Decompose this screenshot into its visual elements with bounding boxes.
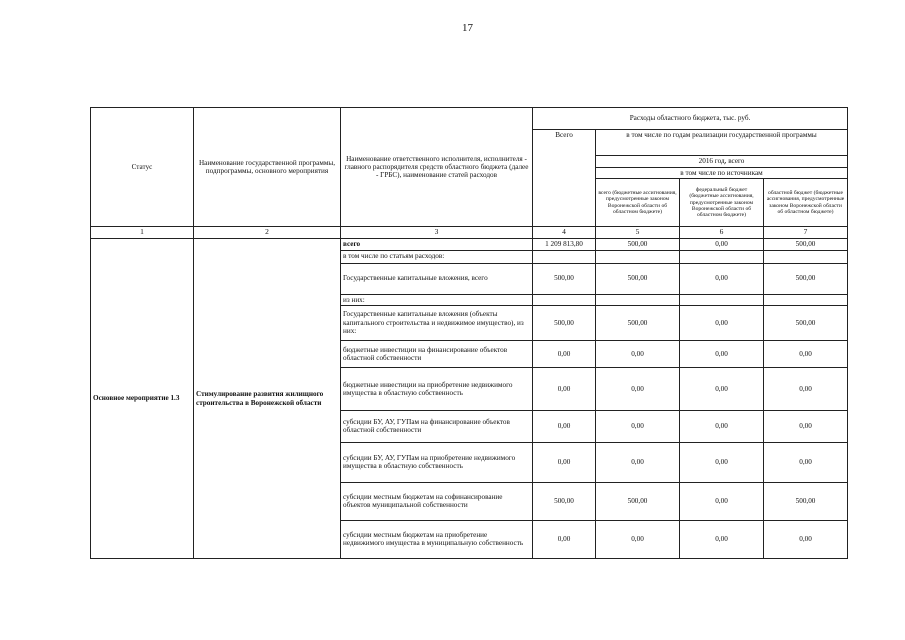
header-total: Всего xyxy=(533,130,596,227)
col-number: 2 xyxy=(194,227,341,239)
header-by-sources: в том числе по источникам xyxy=(596,168,848,179)
row-label: в том числе по статьям расходов: xyxy=(341,250,533,263)
row-total xyxy=(533,294,596,305)
row-col6: 0,00 xyxy=(680,520,764,558)
column-numbers-row xyxy=(91,227,848,239)
table-row xyxy=(91,239,848,250)
row-label: Государственные капитальные вложения, всего xyxy=(341,263,533,294)
row-col7: 0,00 xyxy=(764,520,848,558)
header-expenses: Расходы областного бюджета, тыс. руб. xyxy=(533,108,848,130)
row-col7: 0,00 xyxy=(764,410,848,442)
row-total xyxy=(533,250,596,263)
row-col6: 0,00 xyxy=(680,340,764,367)
row-col5: 0,00 xyxy=(596,442,680,482)
row-total: 0,00 xyxy=(533,442,596,482)
col-number: 3 xyxy=(341,227,533,239)
row-total: 1 209 813,80 xyxy=(533,239,596,250)
row-label: Государственные капитальные вложения (объекты капитального строительства и недвижимое имущество), из них: xyxy=(341,305,533,340)
row-col7: 0,00 xyxy=(764,442,848,482)
header-program-name: Наименование государственной программы, подпрограммы, основного мероприятия xyxy=(194,108,341,227)
row-col5 xyxy=(596,250,680,263)
page-number: 17 xyxy=(462,22,473,34)
row-label: субсидии местным бюджетам на софинансирование объектов муниципальной собственности xyxy=(341,482,533,520)
header-src-all: всего (бюджетные ассигнования, предусмотренные законом Воронежской области об областном бюджете) xyxy=(596,179,680,227)
row-total: 0,00 xyxy=(533,367,596,410)
header-by-years: в том числе по годам реализации государственной программы xyxy=(596,130,848,156)
row-col5: 0,00 xyxy=(596,520,680,558)
row-label: из них: xyxy=(341,294,533,305)
row-col5: 0,00 xyxy=(596,340,680,367)
row-col5: 500,00 xyxy=(596,482,680,520)
header-src-regional: областной бюджет (бюджетные ассигнования, предусмотренные законом Воронежской области об областном бюджете) xyxy=(764,179,848,227)
row-col7: 500,00 xyxy=(764,239,848,250)
row-label: всего xyxy=(341,239,533,250)
row-total: 500,00 xyxy=(533,263,596,294)
row-label: бюджетные инвестиции на финансирование объектов областной собственности xyxy=(341,340,533,367)
row-col6: 0,00 xyxy=(680,367,764,410)
col-number: 6 xyxy=(680,227,764,239)
header-executor: Наименование ответственного исполнителя, исполнителя - главного распорядителя средств областного бюджета (далее - ГРБС), наименование статей расходов xyxy=(341,108,533,227)
row-col7: 500,00 xyxy=(764,305,848,340)
row-col7: 0,00 xyxy=(764,340,848,367)
row-col5: 0,00 xyxy=(596,367,680,410)
header-status: Статус xyxy=(91,108,194,227)
row-total: 0,00 xyxy=(533,520,596,558)
row-col6: 0,00 xyxy=(680,305,764,340)
row-col7: 500,00 xyxy=(764,482,848,520)
row-col6: 0,00 xyxy=(680,410,764,442)
row-col6: 0,00 xyxy=(680,239,764,250)
status-cell: Основное мероприятие 1.3 xyxy=(91,239,194,559)
row-total: 0,00 xyxy=(533,410,596,442)
row-label: субсидии местным бюджетам на приобретение недвижимого имущества в муниципальную собственность xyxy=(341,520,533,558)
row-col7: 500,00 xyxy=(764,263,848,294)
row-label: субсидии БУ, АУ, ГУПам на приобретение недвижимого имущества в областную собственность xyxy=(341,442,533,482)
row-col7 xyxy=(764,294,848,305)
row-col6 xyxy=(680,294,764,305)
col-number: 7 xyxy=(764,227,848,239)
row-total: 500,00 xyxy=(533,305,596,340)
row-col7: 0,00 xyxy=(764,367,848,410)
row-col6 xyxy=(680,250,764,263)
col-number: 5 xyxy=(596,227,680,239)
row-col6: 0,00 xyxy=(680,263,764,294)
row-col5: 0,00 xyxy=(596,410,680,442)
row-col6: 0,00 xyxy=(680,442,764,482)
row-col5: 500,00 xyxy=(596,263,680,294)
program-cell: Стимулирование развития жилищного строительства в Воронежской области xyxy=(194,239,341,559)
row-col5: 500,00 xyxy=(596,239,680,250)
row-col6: 0,00 xyxy=(680,482,764,520)
header-year: 2016 год, всего xyxy=(596,156,848,168)
row-label: субсидии БУ, АУ, ГУПам на финансирование объектов областной собственности xyxy=(341,410,533,442)
col-number: 4 xyxy=(533,227,596,239)
row-total: 0,00 xyxy=(533,340,596,367)
row-col5: 500,00 xyxy=(596,305,680,340)
row-col5 xyxy=(596,294,680,305)
budget-table xyxy=(90,107,848,559)
row-total: 500,00 xyxy=(533,482,596,520)
col-number: 1 xyxy=(91,227,194,239)
header-src-federal: федеральный бюджет (бюджетные ассигнования, предусмотренные законом Воронежской области об областном бюджете) xyxy=(680,179,764,227)
row-col7 xyxy=(764,250,848,263)
row-label: бюджетные инвестиции на приобретение недвижимого имущества в областную собственность xyxy=(341,367,533,410)
